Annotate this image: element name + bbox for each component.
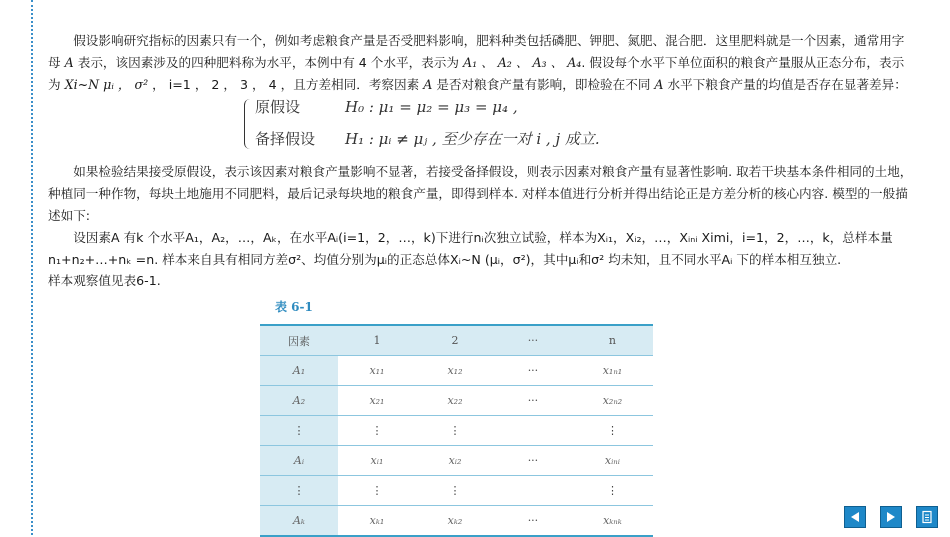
text: . 假设每个水平下单位面积的粮食产量服从正态分布，表示为 [48, 54, 905, 92]
math-symbol: A [654, 76, 664, 92]
table-row [260, 356, 653, 386]
hypotheses-block [48, 95, 914, 149]
triangle-right-icon [884, 510, 898, 524]
table-cell: x₂ₙ₂ [572, 386, 653, 416]
table-row [260, 386, 653, 416]
table-row [260, 476, 653, 506]
table-row [260, 416, 653, 446]
row-head-cell: A₁ [260, 356, 338, 386]
table-header-row [260, 325, 653, 356]
h0-formula: H₀ : μ₁ = μ₂ = μ₃ = μ₄ , [345, 98, 518, 117]
table-cell: ⋮ [338, 476, 416, 506]
alternative-hypothesis [255, 129, 600, 151]
math-symbol: A [64, 54, 74, 70]
row-head-cell: Aᵢ [260, 446, 338, 476]
text: ， i=1 ， 2 ， 3 ， 4 ，且方差相同．考察因素 [148, 76, 424, 92]
table-cell: ··· [494, 386, 572, 416]
paragraph-model: 设因素A 有k 个水平A₁，A₂，…，Aₖ，在水平Aᵢ(i=1，2，…，k)下进行nᵢ次独立试验，样本为Xᵢ₁，Xᵢ₂，…，Xᵢₙᵢ Ximi，i=1，2，…，k，总样本量n₁+n₂+…+nₖ =n. 样本来自具有相同方差σ²、均值分别为μᵢ的正态总体Xᵢ~N (μᵢ，σ²)，其中μᵢ和σ² 均未知，且不同水平Aᵢ 下的样本相互独立. [48, 229, 893, 267]
table-cell [494, 416, 572, 446]
row-head-cell: ⋮ [260, 416, 338, 446]
math-symbol: A [423, 76, 433, 92]
table-cell: ··· [494, 506, 572, 537]
table-row [260, 446, 653, 476]
table-cell: xᵢ₁ [338, 446, 416, 476]
header-cell: 1 [338, 325, 416, 356]
document-body [48, 30, 914, 292]
left-brace [244, 99, 253, 149]
table-cell: xₖ₂ [416, 506, 494, 537]
table-cell: ⋮ [338, 416, 416, 446]
table-cell: xᵢ₂ [416, 446, 494, 476]
h1-label: 备择假设 [255, 130, 316, 149]
header-cell: ··· [494, 325, 572, 356]
math-levels: A₁ 、 A₂ 、 A₃ 、 A₄ [462, 54, 582, 70]
table-cell: x₂₂ [416, 386, 494, 416]
null-hypothesis [255, 97, 518, 119]
text: 假设影响研究指标的因素只有一个，例如考虑粮食产量是否受肥料影响，肥料种类包括磷肥、钾肥、氮肥、混合肥．这里肥料就是一个因素，通常用字母 [48, 33, 905, 70]
table-cell: ··· [494, 356, 572, 386]
table-cell: xₖₙₖ [572, 506, 653, 537]
table-cell: ⋮ [572, 416, 653, 446]
table-cell [494, 476, 572, 506]
header-cell: 2 [416, 325, 494, 356]
table-cell: x₁₁ [338, 356, 416, 386]
header-cell: n [572, 325, 653, 356]
table-cell: ⋮ [416, 416, 494, 446]
row-head-cell: ⋮ [260, 476, 338, 506]
triangle-left-icon [848, 510, 862, 524]
table-row [260, 506, 653, 537]
table-cell: ⋮ [416, 476, 494, 506]
paragraph-table-ref: 样本观察值见表6-1. [48, 273, 161, 289]
paragraph-intro [48, 30, 914, 95]
table-cell: ··· [494, 446, 572, 476]
row-head-cell: A₂ [260, 386, 338, 416]
row-head-cell: Aₖ [260, 506, 338, 537]
table-cell: xₖ₁ [338, 506, 416, 537]
paragraph-method: 如果检验结果接受原假设，表示该因素对粮食产量影响不显著，若接受备择假设，则表示因素对粮食产量有显著性影响. 取若干块基本条件相同的土地，种植同一种作物，每块土地施用不同肥料，最后记录每块地的粮食产量，即得到样本. 对样本值进行分析并得出结论正是方差分析的核心内容. 模型的一般描述如下: [48, 164, 913, 223]
left-dotted-rule [31, 0, 33, 535]
table-cell: ⋮ [572, 476, 653, 506]
math-distribution: Xi~N μᵢ ， σ² [64, 76, 149, 92]
next-page-button[interactable] [880, 506, 902, 528]
header-cell: 因素 [260, 325, 338, 356]
table-cell: xᵢₙᵢ [572, 446, 653, 476]
text: 表示，该因素涉及的四种肥料称为水平，本例中有 4 个水平，表示为 [73, 54, 463, 70]
text: 水平下粮食产量的均值是否存在显著差异： [663, 76, 907, 92]
document-icon [920, 510, 934, 524]
table-title: 表 6-1 [275, 300, 313, 314]
table-cell: x₂₁ [338, 386, 416, 416]
page-menu-button[interactable] [916, 506, 938, 528]
h1-formula: H₁ : μᵢ ≠ μⱼ , 至少存在一对 i , j 成立. [345, 130, 600, 149]
table-cell: x₁ₙ₁ [572, 356, 653, 386]
table-cell: x₁₂ [416, 356, 494, 386]
prev-page-button[interactable] [844, 506, 866, 528]
text: 是否对粮食产量有影响，即检验在不同 [432, 76, 655, 92]
observation-table [260, 324, 653, 537]
h0-label: 原假设 [255, 98, 301, 117]
